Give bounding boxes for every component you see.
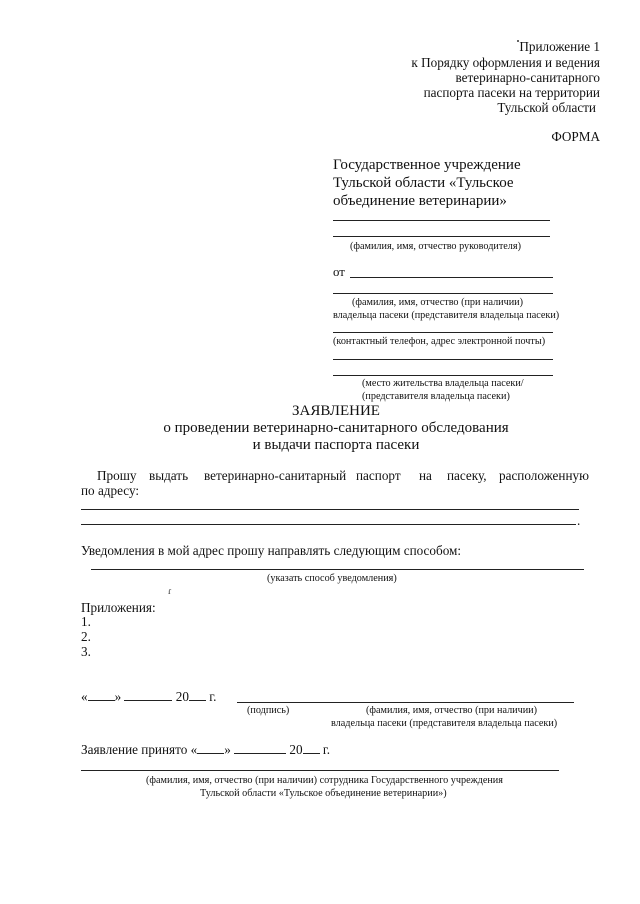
owner-caption-2: владельца пасеки (представителя владельца пасеки)	[333, 310, 560, 321]
signer-name-caption-2: владельца пасеки (представителя владельца пасеки)	[331, 718, 558, 729]
request-word-4: паспорт	[356, 468, 401, 483]
head-name-line-1	[333, 220, 550, 221]
scan-mark: ɾ	[168, 586, 172, 597]
attachment-item-1: 1.	[81, 614, 91, 629]
owner-name-line-2	[333, 293, 553, 294]
addressee-line-2: Тульской области «Тульское	[333, 175, 514, 191]
address-end-mark: .	[577, 513, 581, 528]
request-word-1: Прошу	[97, 468, 137, 483]
form-label: ФОРМА	[551, 129, 600, 144]
residence-line-1	[333, 359, 553, 360]
request-word-2: выдать	[149, 468, 189, 483]
signature-line	[237, 702, 574, 703]
accepted-day-blank	[197, 742, 224, 754]
sign-caption: (подпись)	[247, 705, 290, 716]
employee-caption-2: Тульской области «Тульское объединение ветеринарии»)	[200, 788, 447, 799]
addressee-line-3: объединение ветеринарии»	[333, 193, 507, 209]
accepted-year-prefix: 20	[289, 742, 303, 757]
request-word-5: на	[419, 468, 432, 483]
accepted-label: Заявление принято «	[81, 742, 198, 757]
contact-caption: (контактный телефон, адрес электронной почты)	[333, 336, 546, 347]
residence-caption-2: (представителя владельца пасеки)	[362, 391, 510, 402]
appendix-line-5: Тульской области	[497, 100, 596, 115]
accepted-year-suffix: г.	[322, 742, 331, 757]
day-blank	[88, 689, 115, 701]
attachment-item-2: 2.	[81, 629, 91, 644]
attachment-item-3: 3.	[81, 644, 91, 659]
residence-line-2	[333, 375, 553, 376]
date-quote-close: »	[114, 689, 122, 704]
document-subtitle-1: о проведении ветеринарно-санитарного обследования	[163, 420, 509, 436]
notification-line	[91, 569, 584, 570]
accepted-line	[81, 742, 330, 758]
accepted-month-blank	[234, 742, 286, 754]
employee-name-line	[81, 770, 559, 771]
date-quote-open: «	[81, 689, 88, 704]
accepted-quote-close: »	[224, 742, 231, 757]
address-line-1	[81, 509, 579, 510]
notification-caption: (указать способ уведомления)	[267, 573, 397, 584]
request-word-6: пасеку,	[447, 468, 487, 483]
addressee-line-1: Государственное учреждение	[333, 157, 521, 173]
address-line-2	[81, 524, 576, 525]
signature-date	[81, 689, 216, 705]
employee-caption-1: (фамилия, имя, отчество (при наличии) сотрудника Государственного учреждения	[146, 775, 503, 786]
notification-text: Уведомления в мой адрес прошу направлять следующим способом:	[81, 543, 462, 558]
residence-caption-1: (место жительства владельца пасеки/	[362, 378, 524, 389]
document-title: ЗАЯВЛЕНИЕ	[292, 403, 380, 419]
document-subtitle-2: и выдачи паспорта пасеки	[252, 437, 420, 453]
appendix-line-4: паспорта пасеки на территории	[423, 85, 600, 100]
year-suffix: г.	[209, 689, 217, 704]
request-line-2: по адресу:	[81, 483, 140, 498]
attachments-heading: Приложения:	[81, 600, 156, 615]
owner-name-line-1	[350, 277, 553, 278]
signer-name-caption-1: (фамилия, имя, отчество (при наличии)	[366, 705, 538, 716]
accepted-year-blank	[303, 742, 320, 754]
from-label: от	[333, 265, 345, 279]
request-word-3: ветеринарно-санитарный	[204, 468, 347, 483]
owner-caption-1: (фамилия, имя, отчество (при наличии)	[352, 297, 524, 308]
appendix-line-2: к Порядку оформления и ведения	[411, 55, 600, 70]
appendix-line-1: Приложение 1	[519, 39, 600, 54]
month-blank	[124, 689, 172, 701]
year-prefix: 20	[175, 689, 189, 704]
head-name-caption: (фамилия, имя, отчество руководителя)	[350, 241, 521, 252]
request-word-7: расположенную	[499, 468, 589, 483]
year-blank	[189, 689, 206, 701]
head-name-line-2	[333, 236, 550, 237]
contact-line	[333, 332, 553, 333]
appendix-line-3: ветеринарно-санитарного	[455, 70, 600, 85]
